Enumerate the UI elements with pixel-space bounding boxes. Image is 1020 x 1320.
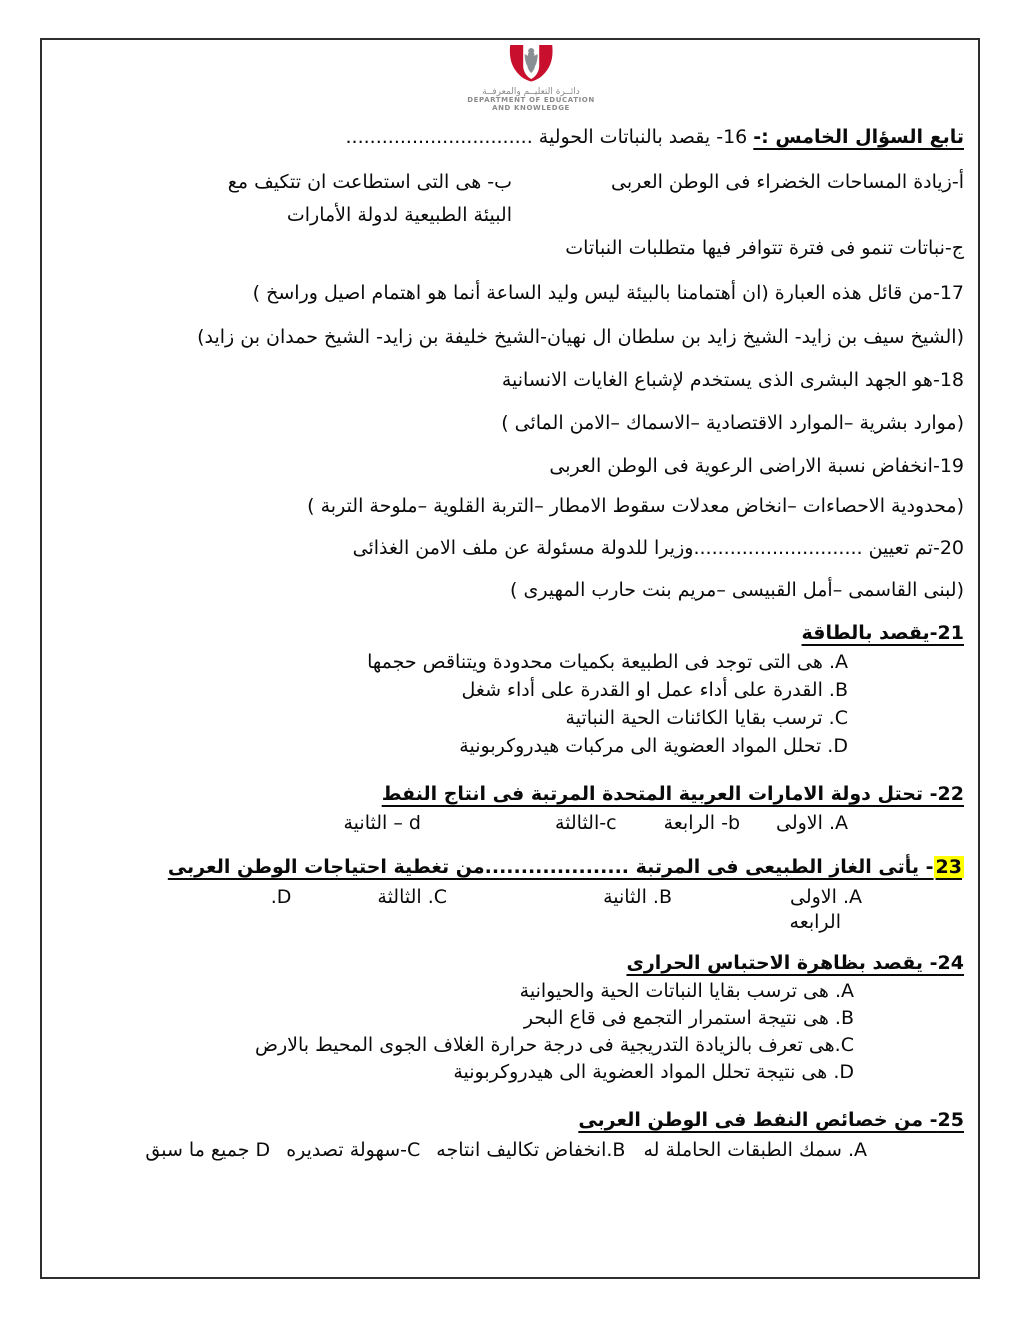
question-20: 20-تم تعيين ............................وزيرا للدولة مسئولة عن ملف الامن الغذائى: [352, 537, 964, 559]
q16-option-a: أ-زيادة المساحات الخضراء فى الوطن العربى: [611, 171, 964, 193]
q19-choices: (محدودية الاحصاءات –انخاض معدلات سقوط الامطار –التربة القلوية –ملوحة التربة ): [307, 495, 964, 517]
adek-logo: [467, 44, 595, 113]
q22-option-c: c-الثالثة: [554, 812, 617, 834]
adek-emblem-icon: [508, 44, 554, 82]
q21-option-b: B. القدرة على أداء عمل او القدرة على أداء شغل: [461, 679, 848, 701]
q24-option-b: B. هى نتيجة استمرار التجمع فى قاع البحر: [523, 1007, 854, 1029]
q20-choices: (لبنى القاسمى –أمل القبيسى –مريم بنت حارب المهيرى ): [510, 579, 964, 601]
section-lead: تابع السؤال الخامس :-: [753, 126, 964, 148]
q23-option-b: B. الثانية: [603, 886, 672, 908]
q22-option-a: A. الاولى: [776, 812, 848, 834]
page-border: [40, 38, 980, 1279]
q18-choices: (موارد بشرية –الموارد الاقتصادية –الاسماك –الامن المائى ): [501, 412, 964, 434]
q16-option-c: ج-نباتات تنمو فى فترة تتوافر فيها متطلبات النباتات: [565, 237, 964, 259]
q23-number-highlight: 23: [935, 856, 962, 878]
q23-option-d-letter: D.: [270, 886, 292, 908]
q24-option-a: A. هى ترسب بقايا النباتات الحية والحيوانية: [519, 980, 854, 1002]
q22-option-d: d – الثانية: [343, 812, 421, 834]
q24-option-d: D. هى نتيجة تحلل المواد العضوية الى هيدروكربونية: [453, 1061, 854, 1083]
q22-option-b: b- الرابعة: [663, 812, 740, 834]
q23-option-a: A. الاولى: [790, 886, 862, 908]
q25-option-d: D جميع ما سبق: [145, 1139, 271, 1161]
q24-option-c: C.هى تعرف بالزيادة التدريجية فى درجة حرارة الغلاف الجوى المحيط بالارض: [254, 1034, 854, 1056]
q25-option-c: C-سهولة تصديره: [286, 1139, 421, 1161]
question-25-title: 25- من خصائص النفط فى الوطن العربى: [578, 1109, 964, 1131]
question-19: 19-انخفاض نسبة الاراضى الرعوية فى الوطن العربى: [549, 455, 964, 477]
question-18: 18-هو الجهد البشرى الذى يستخدم لإشباع الغايات الانسانية: [501, 369, 964, 391]
q16-options-row: [200, 166, 964, 232]
q25-option-a: A. سمك الطبقات الحاملة له: [643, 1139, 867, 1161]
logo-english-line1: DEPARTMENT OF EDUCATION: [467, 96, 595, 105]
question-21-title: 21-يقصد بالطاقة: [801, 622, 964, 644]
logo-english-line2: AND KNOWLEDGE: [492, 104, 570, 113]
question-23-title: [168, 852, 964, 882]
q21-options: [367, 648, 848, 760]
q21-option-a: A. هى التى توجد فى الطبيعة بكميات محدودة ويتناقص حجمها: [367, 651, 848, 673]
q25-options: [145, 1136, 867, 1164]
q21-option-c: C. ترسب بقايا الكائنات الحية النباتية: [565, 707, 848, 729]
logo-arabic-text: دائــرة التعليــم والمعرفــة: [482, 86, 580, 97]
q25-option-b: B.انخفاض تكاليف انتاجه: [436, 1139, 626, 1161]
question-24-title: 24- يقصد بظاهرة الاحتباس الحرارى: [626, 952, 964, 974]
q23-options: [271, 883, 862, 911]
q21-option-d: D. تحلل المواد العضوية الى مركبات هيدروكربونية: [459, 735, 848, 757]
q16-text: 16- يقصد بالنباتات الحولية ...............................: [345, 126, 754, 148]
q16-option-b: ب- هى التى استطاعت ان تتكيف مع البيئة الطبيعية لدولة الأمارات: [227, 171, 512, 226]
q23-option-d-text: الرابعه: [789, 911, 841, 933]
question-16: [346, 122, 964, 152]
q23-option-c: C. الثالثة: [377, 886, 448, 908]
q24-options: [255, 978, 854, 1086]
question-22-title: 22- تحتل دولة الامارات العربية المتحدة المرتبة فى انتاج النفط: [381, 783, 964, 805]
q17-choices: (الشيخ سيف بن زايد- الشيخ زايد بن سلطان ال نهيان-الشيخ خليفة بن زايد- الشيخ حمدان بن زايد): [197, 326, 964, 348]
q22-options: [344, 809, 849, 837]
question-17: 17-من قائل هذه العبارة (ان أهتمامنا بالبيئة ليس وليد الساعة أنما هو اهتمام اصيل وراسخ ): [252, 282, 964, 304]
q23-title-text: - يأتى الغاز الطبيعى فى المرتبة ....................من تغطية احتياجات الوطن العربى: [167, 856, 934, 878]
